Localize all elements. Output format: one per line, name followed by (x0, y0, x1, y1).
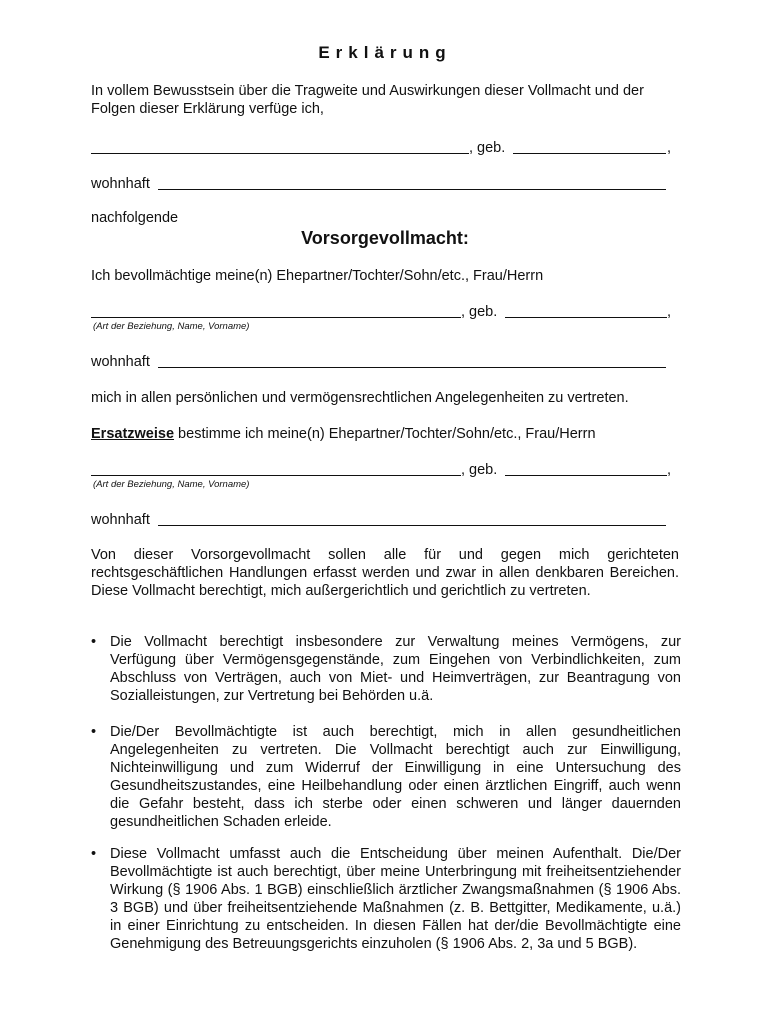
list-item-text: Die Vollmacht berechtigt insbesondere zur Verwaltung meines Vermögens, zur Verfügung über Vermögensgegenstände, zum Eingehen von Verbindlichkeiten, zum Abschluss von Verträgen, auch von Miet- und Heimverträgen, zur Beantragung von Sozialleistungen, zur Vertretung bei Behörden u.ä. (110, 634, 681, 704)
list-item-text: Die/Der Bevollmächtigte ist auch berechtigt, mich in allen gesundheitlichen Angelegenheiten zu vertreten. Die Vollmacht berechtigt auch zur Einwilligung, Nichteinwilligung und zum Widerruf der Einwilligung in eine Untersuchung des Gesundheitszustandes, eine Heilbehandlung oder einen ärztlichen Eingriff, auch wenn die Gefahr besteht, dass ich sterbe oder einen schweren und länger dauernden gesundheitlichen Schaden erleide. (110, 724, 681, 830)
bullet-icon: • (91, 634, 97, 650)
declarant-birthdate-line[interactable] (513, 153, 666, 154)
list-item-text: Diese Vollmacht umfasst auch die Entscheidung über meinen Aufenthalt. Die/Der Bevollmächtigte ist auch berechtigt, über meine Unterbringung mit freiheitsentziehender Wirkung (§ 1906 Abs. 1 BGB) einschließlich ärztlicher Zwangsmaßnahmen (§ 1906 Abs. 3 BGB) und über freiheitsentziehende Maßnahmen (z. B. Bettgitter, Medikamente, u.ä.) in einer Einrichtung zu entscheiden. In diesen Fällen hat der/die Bevollmächtigte eine Genehmigung des Betreuungsgerichts einzuholen (§ 1906 Abs. 2, 3a und 5 BGB). (110, 846, 681, 952)
relation-note: (Art der Beziehung, Name, Vorname) (93, 321, 250, 332)
ersatzweise-bold: Ersatzweise (91, 426, 175, 442)
power-list (91, 845, 681, 953)
comma: , (667, 140, 672, 156)
intro-paragraph: In vollem Bewusstsein über die Tragweite und Auswirkungen dieser Vollmacht und der Folgen dieser Erklärung verfüge ich, (91, 83, 644, 117)
ersatzweise-rest: bestimme ich meine(n) Ehepartner/Tochter/Sohn/etc., Frau/Herrn (174, 426, 596, 442)
attorney-address-line[interactable] (158, 367, 666, 368)
geb-label: , geb. (461, 462, 498, 478)
list-item (91, 633, 681, 705)
geb-label: , geb. (469, 140, 506, 156)
list-item (91, 723, 681, 831)
power-list (91, 723, 681, 831)
attorney-birthdate-line[interactable] (505, 317, 667, 318)
bevollmaechtige-text: Ich bevollmächtige meine(n) Ehepartner/Tochter/Sohn/etc., Frau/Herrn (91, 268, 544, 284)
substitute-birthdate-line[interactable] (505, 475, 667, 476)
nachfolgende-text: nachfolgende (91, 210, 179, 226)
comma: , (667, 304, 672, 320)
list-item (91, 845, 681, 953)
vertreten-text: mich in allen persönlichen und vermögensrechtlichen Angelegenheiten zu vertreten. (91, 390, 629, 406)
ersatzweise-text (91, 425, 596, 443)
vollmacht-heading: Vorsorgevollmacht: (301, 228, 469, 248)
comma: , (667, 462, 672, 478)
bullet-icon: • (91, 724, 97, 740)
geb-label: , geb. (461, 304, 498, 320)
document-title: Erklärung (318, 43, 452, 62)
declarant-address-line[interactable] (158, 189, 666, 190)
substitute-address-line[interactable] (158, 525, 666, 526)
wohnhaft-label: wohnhaft (91, 354, 150, 370)
declarant-name-line[interactable] (91, 153, 469, 154)
power-list (91, 633, 681, 705)
wohnhaft-label: wohnhaft (91, 176, 150, 192)
bullet-icon: • (91, 846, 97, 862)
wohnhaft-label: wohnhaft (91, 512, 150, 528)
relation-note: (Art der Beziehung, Name, Vorname) (93, 479, 250, 490)
scope-paragraph: Von dieser Vorsorgevollmacht sollen alle für und gegen mich gerichteten rechtsgeschäftlichen Handlungen erfasst werden und zwar in allen denkbaren Bereichen. Diese Vollmacht berechtigt, mich außergerichtlich und gerichtlich zu vertreten. (91, 547, 679, 599)
